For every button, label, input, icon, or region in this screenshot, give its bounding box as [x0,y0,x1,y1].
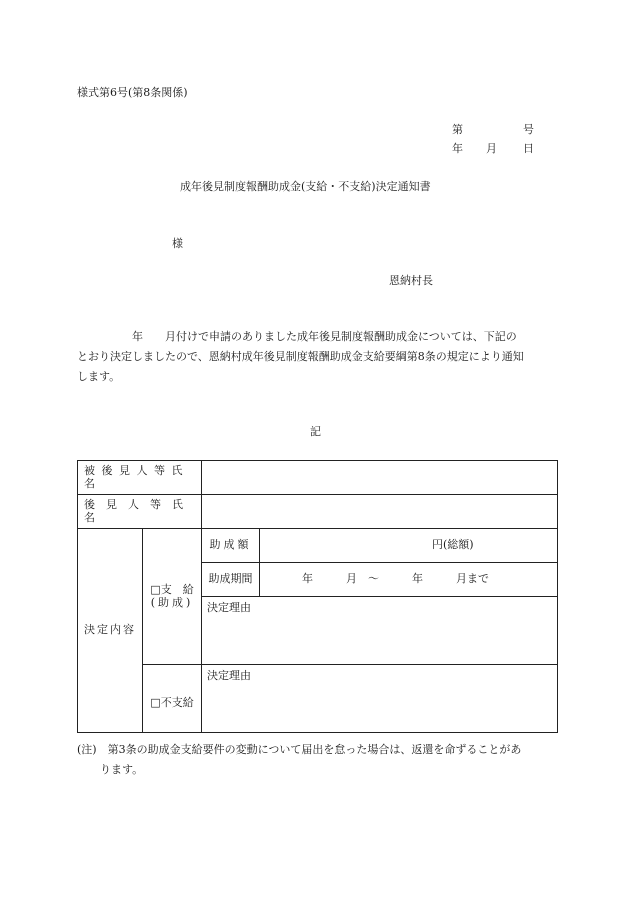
guardian-name-label: 後見人等氏名 [78,495,202,529]
non-grant-reason-field[interactable] [202,665,558,733]
period-field[interactable]: 年 月 ～ 年 月まで [260,563,558,597]
note-line-2: ります。 [100,763,144,776]
non-grant-reason-label: 決定理由 [207,669,251,682]
body-line-1: 年 月付けで申請のありました成年後見制度報酬助成金については、下記の [77,330,517,343]
amount-field[interactable]: 円(総額) [260,529,558,563]
non-grant-checkbox-label: □不支給 [150,696,194,710]
body-line-3: します。 [77,370,121,383]
ward-name-field[interactable] [202,461,558,495]
grant-sub-label: (助成) [150,595,194,609]
issuer-name: 恩納村長 [389,274,433,287]
date-month: 月 [486,142,497,155]
document-title: 成年後見制度報酬助成金(支給・不支給)決定通知書 [180,180,431,193]
reference-go: 号 [523,123,534,136]
grant-reason-field[interactable] [202,597,558,665]
non-grant-cell[interactable] [143,665,202,733]
grant-cell[interactable] [143,529,202,665]
body-line-2: とおり決定しましたので、恩納村成年後見制度報酬助成金支給要綱第8条の規定により通知 [77,350,524,363]
reference-dai: 第 [452,123,463,136]
form-number: 様式第6号(第8条関係) [77,86,188,99]
note-line-1: (注) 第3条の助成金支給要件の変動について届出を怠った場合は、返還を命ずることがあ [77,743,522,756]
guardian-name-field[interactable] [202,495,558,529]
decision-table [77,460,558,733]
date-year: 年 [452,142,463,155]
period-label: 助成期間 [202,563,260,597]
recipient-suffix: 様 [172,237,183,250]
amount-label: 助成額 [202,529,260,563]
ward-name-label: 被後見人等氏名 [78,461,202,495]
decision-content-label: 決定内容 [78,529,143,733]
grant-checkbox-label: □支 給 [150,582,194,596]
ki-heading: 記 [310,425,321,438]
grant-reason-label: 決定理由 [207,601,251,614]
date-day: 日 [523,142,534,155]
